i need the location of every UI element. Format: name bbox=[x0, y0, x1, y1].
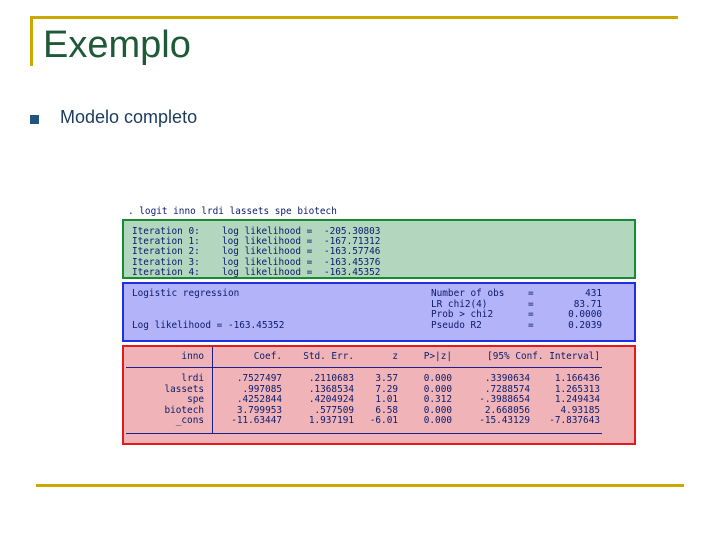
header-se: Std. Err. bbox=[303, 351, 354, 362]
row-ci-low: -15.43129 bbox=[479, 415, 530, 427]
bullet-text: Modelo completo bbox=[60, 107, 198, 127]
row-z: -6.01 bbox=[369, 415, 398, 427]
iteration-ll-label: log likelihood = bbox=[222, 246, 313, 258]
iteration-ll-label: log likelihood = bbox=[222, 266, 313, 278]
iteration-label: Iteration 4: bbox=[132, 266, 200, 278]
row-p: 0.312 bbox=[423, 394, 452, 406]
row-p: 0.000 bbox=[423, 415, 452, 427]
bottom-rule bbox=[36, 484, 684, 487]
row-p: 0.000 bbox=[423, 373, 452, 384]
row-ci-high: 1.166436 bbox=[554, 373, 600, 384]
iteration-value: -163.57746 bbox=[324, 246, 381, 258]
header-coef: Coef. bbox=[253, 351, 282, 362]
row-z: 7.29 bbox=[375, 383, 398, 395]
stat-label: LR chi2(4) bbox=[431, 298, 488, 310]
row-variable: _cons bbox=[175, 415, 204, 427]
row-coef: .997085 bbox=[242, 383, 282, 395]
row-ci-high: 1.265313 bbox=[554, 383, 600, 395]
header-ci: [95% Conf. Interval] bbox=[487, 351, 600, 362]
header-var: inno bbox=[181, 351, 204, 362]
row-variable: lrdi bbox=[181, 373, 204, 384]
row-ci-low: .3390634 bbox=[484, 373, 530, 384]
row-coef: -11.63447 bbox=[231, 415, 282, 427]
row-std-err: .1368534 bbox=[308, 383, 354, 395]
model-summary-box bbox=[122, 282, 636, 342]
stat-label: Pseudo R2 bbox=[431, 319, 482, 331]
iteration-label: Iteration 2: bbox=[132, 246, 200, 258]
row-z: 3.57 bbox=[375, 373, 398, 384]
row-ci-high: 4.93185 bbox=[560, 404, 600, 416]
iteration-label: Iteration 1: bbox=[132, 236, 200, 248]
iteration-label: Iteration 0: bbox=[132, 226, 200, 237]
row-variable: lassets bbox=[164, 383, 204, 395]
stat-value: 0.2039 bbox=[568, 319, 602, 331]
row-coef: .4252844 bbox=[236, 394, 282, 406]
row-std-err: .577509 bbox=[314, 404, 354, 416]
iteration-value: -205.30803 bbox=[324, 226, 381, 237]
log-likelihood: Log likelihood = -163.45352 bbox=[132, 320, 285, 331]
row-ci-high: -7.837643 bbox=[549, 415, 600, 427]
iteration-value: -163.45352 bbox=[324, 266, 381, 278]
coefficient-table-box bbox=[122, 345, 636, 445]
iteration-ll-label: log likelihood = bbox=[222, 256, 313, 268]
iteration-label: Iteration 3: bbox=[132, 256, 200, 268]
row-ci-low: -.3988654 bbox=[479, 394, 530, 406]
row-variable: spe bbox=[187, 394, 204, 406]
row-ci-low: 2.668056 bbox=[484, 404, 530, 416]
model-name: Logistic regression bbox=[132, 288, 240, 299]
row-z: 1.01 bbox=[375, 394, 398, 406]
bullet-marker bbox=[30, 115, 39, 124]
row-p: 0.000 bbox=[423, 404, 452, 416]
row-coef: .7527497 bbox=[236, 373, 282, 384]
stat-label: Prob > chi2 bbox=[431, 309, 494, 320]
row-coef: 3.799953 bbox=[236, 404, 282, 416]
stat-equals: = bbox=[528, 298, 534, 310]
header-rule-right bbox=[208, 367, 602, 368]
row-ci-high: 1.249434 bbox=[554, 394, 600, 406]
slide-title: Exemplo bbox=[43, 24, 191, 66]
row-std-err: .2110683 bbox=[308, 373, 354, 384]
stata-command: . logit inno lrdi lassets spe biotech bbox=[128, 206, 337, 217]
header-rule-left bbox=[126, 367, 208, 368]
row-std-err: 1.937191 bbox=[308, 415, 354, 427]
stat-equals: = bbox=[528, 319, 534, 331]
row-p: 0.000 bbox=[423, 383, 452, 395]
stat-equals: = bbox=[528, 288, 534, 299]
row-z: 6.58 bbox=[375, 404, 398, 416]
stat-value: 0.0000 bbox=[568, 309, 602, 320]
iteration-ll-label: log likelihood = bbox=[222, 226, 313, 237]
iteration-ll-label: log likelihood = bbox=[222, 236, 313, 248]
stat-equals: = bbox=[528, 309, 534, 320]
footer-rule-left bbox=[126, 433, 208, 434]
stat-label: Number of obs bbox=[431, 288, 505, 299]
header-p: P>|z| bbox=[423, 351, 452, 362]
row-ci-low: .7288574 bbox=[484, 383, 530, 395]
iteration-log-box bbox=[122, 219, 636, 279]
table-divider bbox=[212, 347, 213, 433]
stata-output bbox=[120, 200, 642, 448]
top-rule bbox=[30, 16, 678, 19]
row-variable: biotech bbox=[164, 404, 204, 416]
row-std-err: .4204924 bbox=[308, 394, 354, 406]
stat-value: 431 bbox=[585, 288, 602, 299]
footer-rule-right bbox=[208, 433, 602, 434]
iteration-value: -167.71312 bbox=[324, 236, 381, 248]
header-z: z bbox=[392, 351, 398, 362]
iteration-value: -163.45376 bbox=[324, 256, 381, 268]
left-rule bbox=[30, 16, 33, 66]
stat-value: 83.71 bbox=[573, 298, 602, 310]
